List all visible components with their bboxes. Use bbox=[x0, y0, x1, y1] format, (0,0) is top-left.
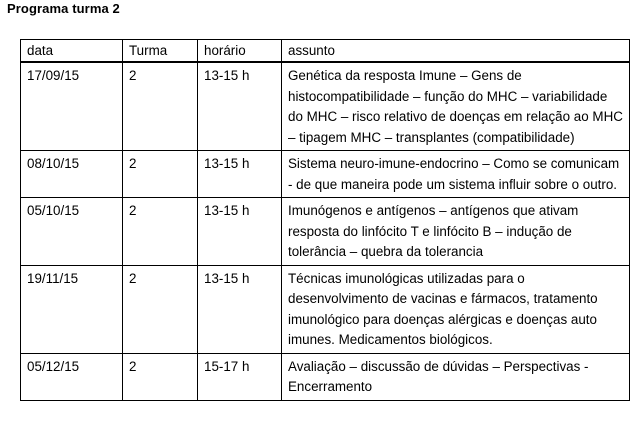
cell-assunto: Técnicas imunológicas utilizadas para o desenvolvimento de vacinas e fármacos, tratamento imunológico para doenças alérgicas e doenças auto imunes. Medicamentos biológicos. bbox=[282, 265, 630, 353]
table-row bbox=[21, 198, 630, 266]
cell-assunto: Genética da resposta Imune – Gens de histocompatibilidade – função do MHC – variabilidade do MHC – risco relativo de doenças em relação ao MHC – tipagem MHC – transplantes (compatibilidade) bbox=[282, 62, 630, 151]
cell-assunto: Imunógenos e antígenos – antígenos que ativam resposta do linfócito T e linfócito B – indução de tolerância – quebra da tolerancia bbox=[282, 198, 630, 266]
column-header-turma: Turma bbox=[123, 40, 198, 63]
cell-data: 05/12/15 bbox=[21, 353, 123, 400]
table-header-row bbox=[21, 40, 630, 63]
column-header-horario: horário bbox=[198, 40, 282, 63]
column-header-assunto: assunto bbox=[282, 40, 630, 63]
cell-horario: 13-15 h bbox=[198, 151, 282, 198]
table-row bbox=[21, 62, 630, 151]
cell-data: 05/10/15 bbox=[21, 198, 123, 266]
table-row bbox=[21, 151, 630, 198]
cell-horario: 13-15 h bbox=[198, 265, 282, 353]
schedule-table bbox=[20, 39, 630, 401]
cell-turma: 2 bbox=[123, 265, 198, 353]
table-row bbox=[21, 265, 630, 353]
document-title: Programa turma 2 bbox=[7, 1, 120, 16]
cell-turma: 2 bbox=[123, 151, 198, 198]
cell-data: 08/10/15 bbox=[21, 151, 123, 198]
cell-horario: 15-17 h bbox=[198, 353, 282, 400]
cell-horario: 13-15 h bbox=[198, 198, 282, 266]
cell-turma: 2 bbox=[123, 62, 198, 151]
cell-turma: 2 bbox=[123, 353, 198, 400]
cell-data: 19/11/15 bbox=[21, 265, 123, 353]
column-header-data: data bbox=[21, 40, 123, 63]
cell-horario: 13-15 h bbox=[198, 62, 282, 151]
cell-turma: 2 bbox=[123, 198, 198, 266]
table-row bbox=[21, 353, 630, 400]
cell-assunto: Sistema neuro-imune-endocrino – Como se comunicam - de que maneira pode um sistema influir sobre o outro. bbox=[282, 151, 630, 198]
cell-assunto: Avaliação – discussão de dúvidas – Perspectivas - Encerramento bbox=[282, 353, 630, 400]
cell-data: 17/09/15 bbox=[21, 62, 123, 151]
